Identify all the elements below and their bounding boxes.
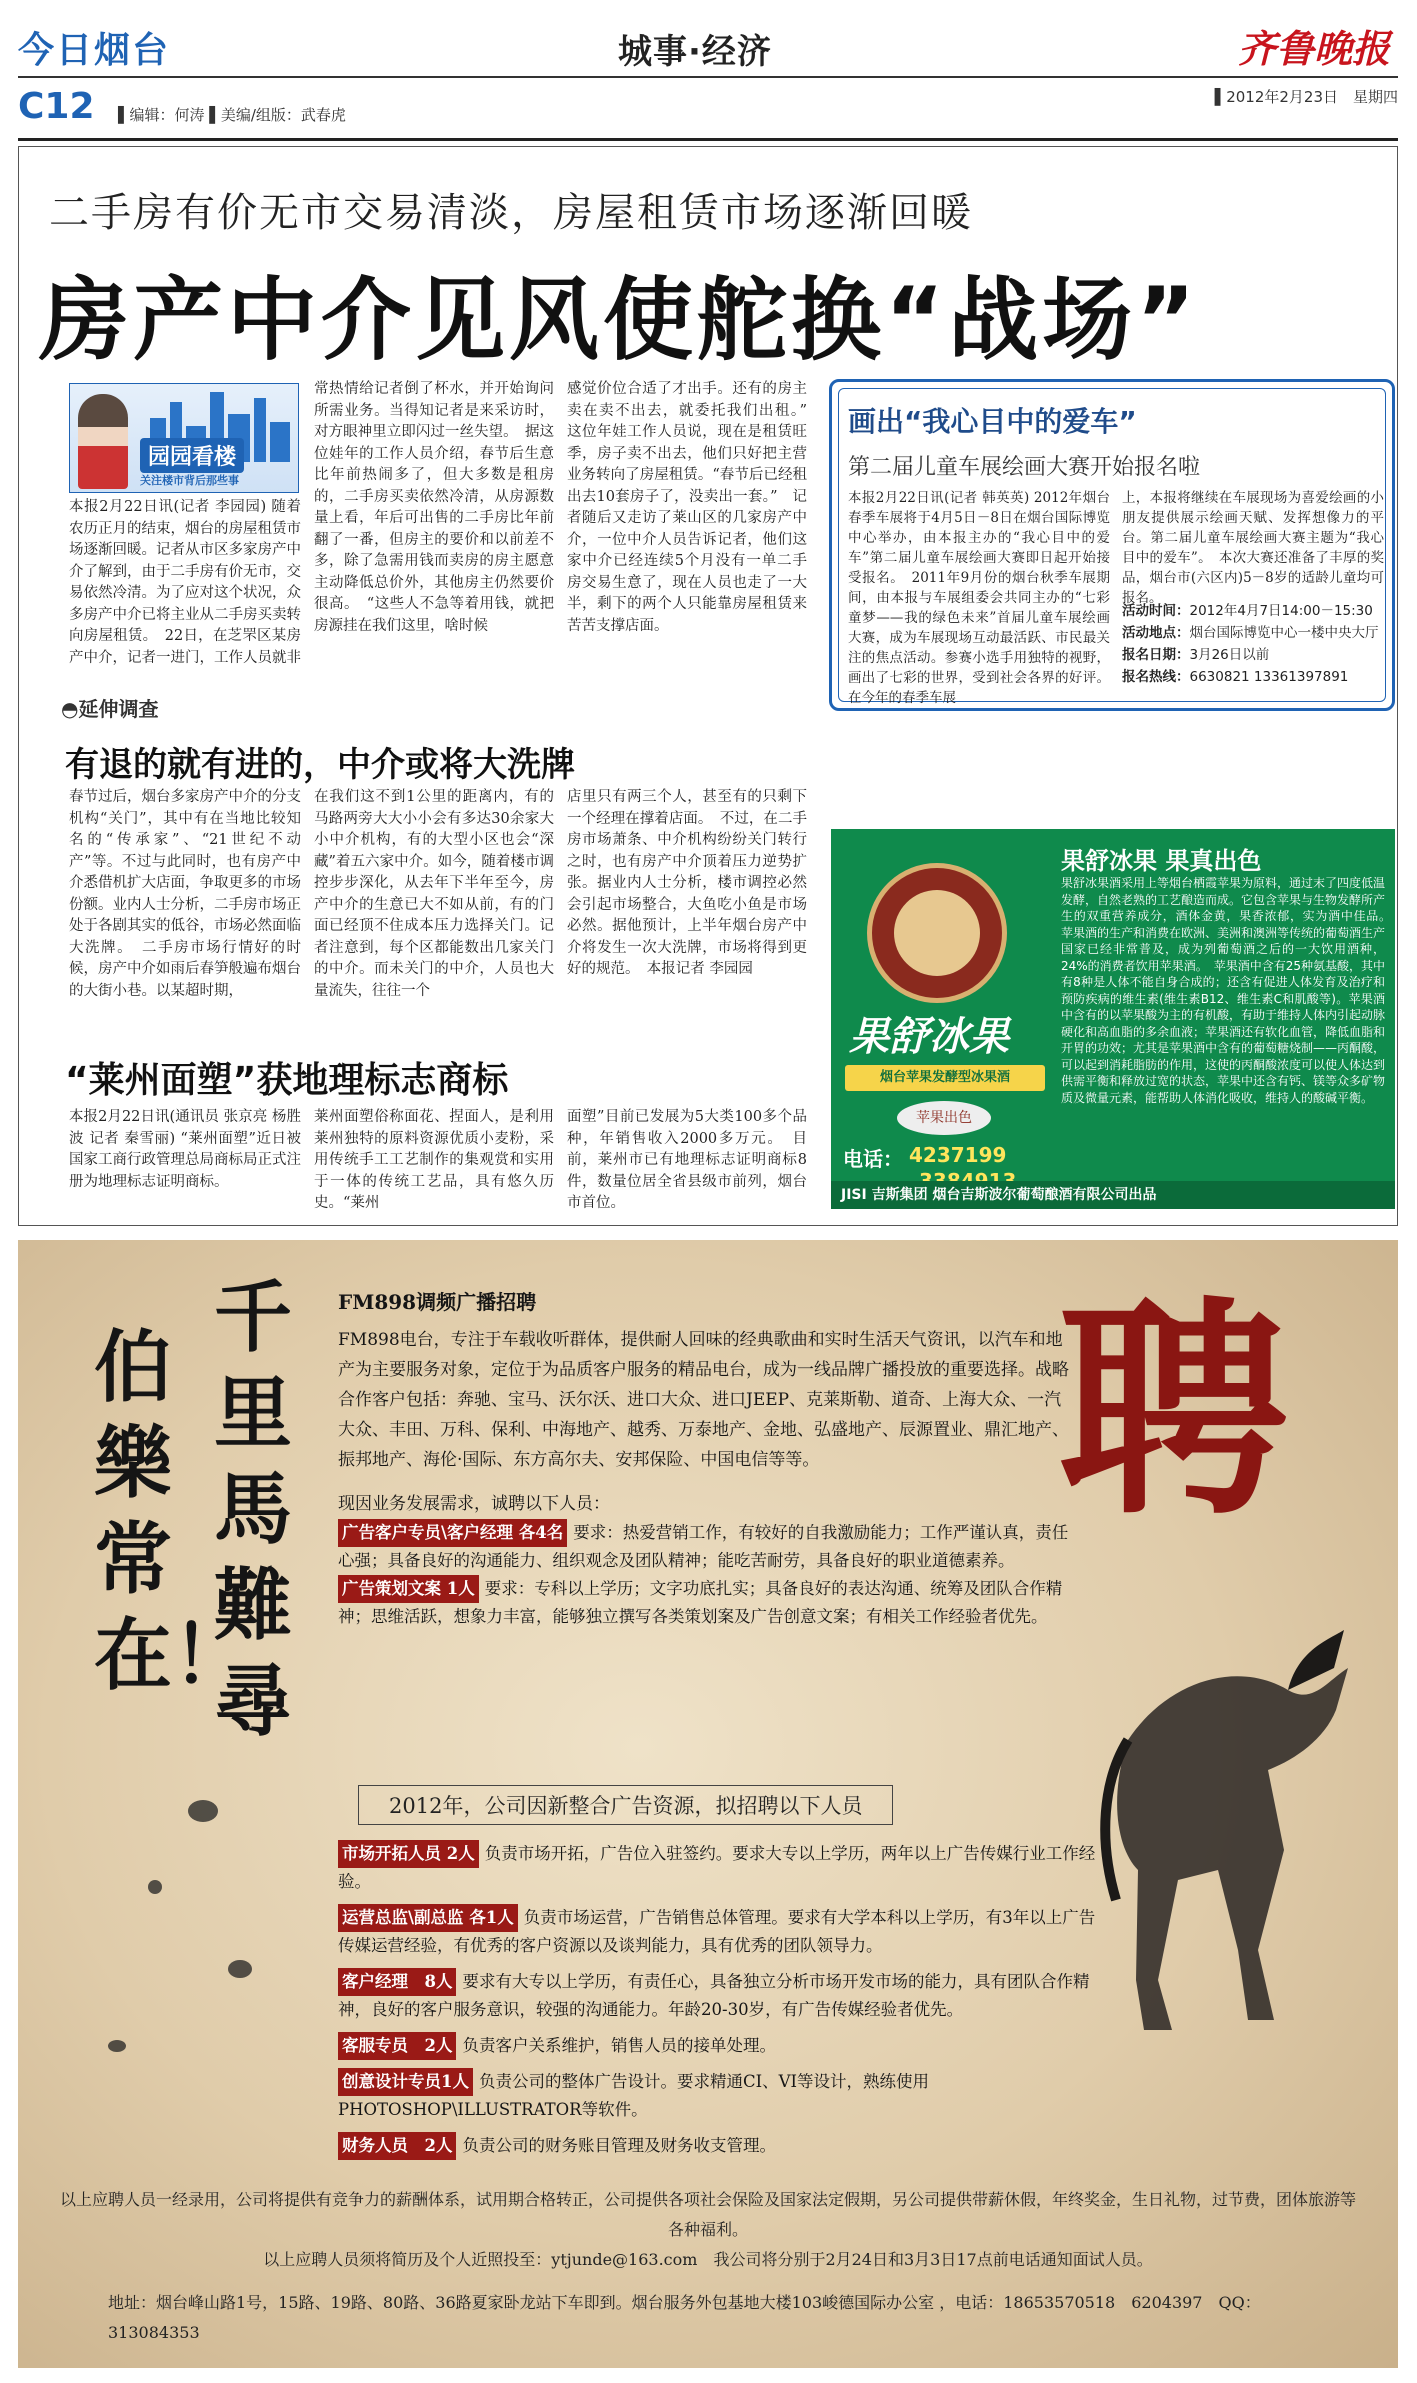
- article-headline-3: “莱州面塑”获地理标志商标: [65, 1060, 509, 1101]
- column-logo: [69, 383, 299, 493]
- wine-seal: 苹果出色: [897, 1101, 991, 1135]
- section-name: 今日烟台: [18, 30, 171, 71]
- article-3-column-3: 面塑”目前已发展为5大类100多个品种，年销售收入2000多万元。 目前，莱州市已有地理标志证明商标8件，数量位居全省县级市前列，烟台市首位。: [567, 1109, 807, 1211]
- column-logo-title: 园园看楼: [140, 438, 244, 473]
- position-requirements: 负责市场运营，广告销售总体管理。要求有大学本科以上学历，有3年以上广告传媒运营经验，有优秀的客户资源以及谈判能力，具有优秀的团队领导力。: [338, 1908, 1096, 1955]
- calligraphy-line-2: 伯樂常在！: [94, 1322, 251, 1701]
- position-item: [338, 1904, 1098, 1960]
- contest-details: [1122, 600, 1384, 688]
- position-requirements: 要求：热爱营销工作，有较好的自我激励能力；工作严谨认真，责任心强；具备良好的沟通能力、组织观念及团队精神；能吃苦耐劳，具备良好的职业道德素养。: [338, 1523, 1069, 1570]
- reporter-photo: [78, 394, 128, 489]
- article-2-column-2: 在我们这不到1公里的距离内，有的马路两旁大大小小会有多达30余家大小中介机构，有的大型小区也会“深藏”着五六家中介。如今，随着楼市调控步步深化，从去年下半年至今，房产中介的生意已大不如从前，有的门面已经顶不住成本压力选择关门。记者注意到，每个区都能数出几家关门的中介。而未关门的中介，人员也大量流失，往往一个: [314, 789, 554, 999]
- position-item: [338, 1519, 1078, 1575]
- wine-phone-1: 4237199: [909, 1143, 1007, 1167]
- contest-place: [1122, 622, 1384, 644]
- skyline-building: [270, 422, 290, 462]
- position-tag: 市场开拓人员 2人: [338, 1840, 479, 1868]
- column-name: 城事·经济: [618, 32, 772, 72]
- calligraphy-line-1: 千里馬難尋: [214, 1272, 293, 1747]
- article-3-column-1: 本报2月22日讯(通讯员 张京亮 杨胜波 记者 秦雪丽) “莱州面塑”近日被国家工商行政管理总局商标局正式注册为地理标志证明商标。: [69, 1109, 301, 1190]
- position-tag: 财务人员 2人: [338, 2132, 456, 2160]
- header-divider: [18, 76, 1398, 78]
- header-divider-thick: [18, 138, 1398, 141]
- contest-column-1: 本报2月22日讯(记者 韩英英) 2012年烟台春季车展将于4月5日－8日在烟台国际博览中心举办，由本报主办的“我心目中的爱车”第二届儿童车展绘画大赛即日起开始接受报名。 2011年9月份的烟台秋季车展期间，由本报与车展组委会共同主办的“七彩童梦——我的绿色未来”首届儿童车展绘画大赛，成为车展现场互动最活跃、市民最关注的焦点活动。参赛小选手用独特的视野，画出了七彩的世界，受到社会各界的好评。在今年的春季车展: [848, 490, 1110, 706]
- recruit-year-banner: 2012年，公司因新整合广告资源，拟招聘以下人员: [358, 1785, 893, 1825]
- recruit-benefits: [58, 2185, 1358, 2275]
- ink-splash: [188, 1800, 218, 1822]
- wine-ad-headline: 果舒冰果 果真出色: [1061, 847, 1262, 875]
- recruit-need: 现因业务发展需求，诚聘以下人员：: [338, 1494, 610, 1514]
- position-item: [338, 2032, 1098, 2060]
- position-tag: 客户经理 8人: [338, 1968, 456, 1996]
- wine-brand-name: 果舒冰果: [849, 1013, 1009, 1060]
- wine-ad-body: 果舒冰果酒采用上等烟台栖霞苹果为原料，通过末了四度低温发酵，自然老熟的工艺酿造而成。它包含苹果与生物发酵所产生的双重营养成分，酒体金黄，果香浓郁，实为酒中佳品。 苹果酒的生产和消费在欧洲、美洲和澳洲等传统的葡萄酒生产国家已经非常普及，成为列葡萄酒之后的一大饮用酒种，24%的消费者饮用苹果酒。 苹果酒中含有25种氨基酸，其中有8种是人体不能自身合成的；还含有促进人体发育及治疗和预防疾病的维生素(维生素B12、维生素C和肌酸等)。苹果酒中含有的以苹果酸为主的有机酸，有助于维持人体内引起动脉硬化和高血脂的多余血液；苹果酒还有软化血管，降低血脂和开胃的功效；尤其是苹果酒中含有的葡萄糖烧制——丙酮酸，可以起到消耗脂肪的作用，这使的丙酮酸浓度可以使人体达到供需平衡和释放过宽的状态，苹果中还含有钙、镁等众多矿物质及微量元素，能帮助人体消化吸收，维持人的酸碱平衡。: [1061, 876, 1398, 1105]
- contest-place-value: 烟台国际博览中心一楼中央大厅: [1189, 625, 1379, 641]
- horse-ink-painting: [1098, 1620, 1358, 2040]
- contest-column-2: 上，本报将继续在车展现场为喜爱绘画的小朋友提供展示绘画天赋、发挥想像力的平台。第二届儿童车展绘画大赛主题为“我心目中的爱车”。 本次大赛还准备了丰厚的奖品，烟台市(六区内)5－8岁的适龄儿童均可报名。: [1122, 490, 1384, 606]
- article-headline: 房产中介见风使舵换“战场”: [39, 268, 1200, 373]
- header-subline: [18, 80, 1398, 130]
- recruit-benefits-text: 以上应聘人员一经录用，公司将提供有竞争力的薪酬体系，试用期合格转正，公司提供各项社会保险及国家法定假期，另公司提供带薪休假，年终奖金，生日礼物，过节费，团体旅游等各种福利。: [59, 2190, 1356, 2239]
- article-headline-2: 有退的就有进的，中介或将大洗牌: [65, 745, 575, 785]
- position-requirements: 负责客户关系维护，销售人员的接单处理。: [462, 2036, 776, 2055]
- wine-phone-label: 电话：: [843, 1147, 903, 1171]
- contest-title: 画出“我心目中的爱车”: [848, 405, 1137, 438]
- contest-time-value: 2012年4月7日14:00－15:30: [1189, 603, 1373, 619]
- article-subhead: 二手房有价无市交易清淡，房屋租赁市场逐渐回暖: [49, 190, 973, 236]
- contest-deadline-label: 报名日期：: [1122, 647, 1190, 663]
- wine-advertisement: [831, 829, 1398, 1209]
- ink-splash: [148, 1880, 162, 1894]
- recruit-intro: FM898电台，专注于车载收听群体，提供耐人回味的经典歌曲和实时生活天气资讯，以汽车和地产为主要服务对象，定位于为品质客户服务的精品电台，成为一线品牌广播投放的重要选择。战略合作客户包括：奔驰、宝马、沃尔沃、进口大众、进口JEEP、克莱斯勒、道奇、上海大众、一汽大众、丰田、万科、保利、中海地产、越秀、万泰地产、金地、弘盛地产、辰源置业、鼎汇地产、振邦地产、海伦·国际、东方高尔夫、安邦保险、中国电信等等。: [338, 1330, 1069, 1470]
- position-tag: 广告客户专员\客户经理 各4名: [338, 1519, 567, 1547]
- position-tag: 创意设计专员1人: [338, 2068, 473, 2096]
- newspaper-logo: 齐鲁晚报: [1237, 26, 1390, 71]
- issue-date: ▌2012年2月23日 星期四: [1214, 88, 1398, 106]
- article-column-2: 常热情给记者倒了杯水，并开始询问所需业务。当得知记者是来采访时，对方眼神里立即闪过一丝失望。 据这位娃年的工作人员介绍，春节后生意比年前热闹多了，但大多数是租房的，二手房买卖依然冷清，从房源数量上看，年后可出售的二手房比年前翻了一番，但房主的要价和以前差不多，除了急需用钱而卖房的房主愿意主动降低总价外，其他房主仍然要价很高。 “这些人不急等着用钱，就把房源挂在我们这里，啥时候: [314, 381, 554, 634]
- position-requirements: 负责市场开拓，广告位入驻签约。要求大专以上学历，两年以上广告传媒行业工作经验。: [338, 1844, 1096, 1891]
- hiring-character: 聘: [1058, 1276, 1289, 1546]
- ink-splash: [228, 1960, 252, 1978]
- ink-splash: [108, 2040, 126, 2052]
- column-logo-tagline: 关注楼市背后那些事: [140, 474, 239, 487]
- article-column-3: 感觉价位合适了才出手。还有的房主卖在卖不出去，就委托我们出租。” 这位年娃工作人员说，现在是租赁旺季，房子卖不出去，他们只好把主营业务转向了房屋租赁。“春节后已经租出去10套房子了，没卖出一套。” 记者随后又走访了莱山区的几家房产中介，一位中介人员告诉记者，他们这家中介已经连续5个月没有一单二手房交易生意了，现在人员也走了一大半，剩下的两个人只能靠房屋租赁来苦苦支撑店面。: [567, 381, 822, 634]
- recruit-address: 地址：烟台峰山路1号，15路、19路、80路、36路夏家卧龙站下车即到。烟台服务外包基地大楼103峻德国际办公室 ，电话：18653570518 6204397 QQ：313084353: [108, 2293, 1261, 2342]
- contest-hotline: [1122, 666, 1384, 688]
- page-header: [18, 18, 1398, 76]
- recruit-main-text: [338, 1286, 1078, 1631]
- position-requirements: 要求有大专以上学历，有责任心，具备独立分析市场开发市场的能力，具有团队合作精神，良好的客户服务意识，较强的沟通能力。年龄20-30岁，有广告传媒经验者优先。: [338, 1972, 1090, 2019]
- position-requirements: 负责公司的财务账目管理及财务收支管理。: [462, 2136, 776, 2155]
- contest-time: [1122, 600, 1384, 622]
- article-column-1: 本报2月22日讯(记者 李园园) 随着农历正月的结束，烟台的房屋租赁市场逐渐回暖。记者从市区多家房产中介了解到，由于二手房有价无市，交易依然冷清。为了应对这个状况，众多房产中介已将主业从二手房买卖转向房屋租赁。 22日，在芝罘区某房产中介，记者一进门，工作人员就非: [69, 499, 301, 666]
- position-item: [338, 1968, 1098, 2024]
- article-3-column-2: 莱州面塑俗称面花、捏面人，是利用莱州独特的原料资源优质小麦粉，采用传统手工工艺制作的集观赏和实用于一体的传统工艺品，具有悠久历史。“莱州: [314, 1109, 554, 1211]
- position-tag: 广告策划文案 1人: [338, 1575, 479, 1603]
- contest-subtitle: 第二届儿童车展绘画大赛开始报名啦: [848, 455, 1201, 480]
- wine-product-tag: 烟台苹果发酵型冰果酒: [845, 1065, 1045, 1091]
- page-number: C12: [18, 86, 95, 127]
- position-requirements: 负责公司的整体广告设计。要求精通CI、VI等设计，熟练使用PHOTOSHOP\ILLUSTRATOR等软件。: [338, 2072, 930, 2119]
- article-2-column-3: 店里只有两三个人，甚至有的只剩下一个经理在撑着店面。 不过，在二手房市场萧条、中介机构纷纷关门转行之时，也有房产中介顶着压力逆势扩张。据业内人士分析，楼市调控必然会引起市场整合，大鱼吃小鱼是市场必然。据他预计，上半年烟台房产中介将发生一次大洗牌，市场将得到更好的规范。 本报记者 李园园: [567, 789, 807, 977]
- skyline-building: [254, 398, 266, 462]
- recruitment-advertisement: [18, 1240, 1398, 2368]
- position-item: [338, 2068, 1098, 2124]
- recruit-title: FM898调频广播招聘: [338, 1290, 537, 1314]
- contest-notice-box: [829, 379, 1395, 711]
- position-requirements: 要求：专科以上学历；文字功底扎实；具备良好的表达沟通、统筹及团队合作精神；思维活跃，想象力丰富，能够独立撰写各类策划案及广告创意文案；有相关工作经验者优先。: [338, 1579, 1063, 1626]
- position-tag: 客服专员 2人: [338, 2032, 456, 2060]
- article-2-column-1: 春节过后，烟台多家房产中介的分支机构“关门”，其中有在当地比较知名的“传承家”、“21世纪不动产”等。不过与此同时，也有房产中介悉借机扩大店面，争取更多的市场份额。业内人士分析，二手房市场正处于各剧其实的低谷，市场必然面临大洗牌。 二手房市场行情好的时候，房产中介如雨后春笋般遍布烟台的大街小巷。以某超时期，: [69, 789, 301, 999]
- contest-place-label: 活动地点：: [1122, 625, 1190, 641]
- wine-brand-emblem: [867, 863, 1007, 1003]
- position-list: [338, 1840, 1098, 2168]
- contest-hotline-label: 报名热线：: [1122, 669, 1190, 685]
- wine-ad-footer: JISI 吉斯集团 烟台吉斯波尔葡萄酿酒有限公司出品: [831, 1181, 1395, 1209]
- editor-credits: ▌编辑：何涛 ▌美编/组版：武春虎: [118, 106, 346, 124]
- contest-deadline: [1122, 644, 1384, 666]
- subsection-label: ◓延伸调查: [61, 697, 159, 721]
- recruit-apply-text: 以上应聘人员须将简历及个人近照投至：ytjunde@163.com 我公司将分别于2月24日和3月3日17点前电话通知面试人员。: [263, 2250, 1153, 2269]
- news-section: [18, 146, 1398, 1226]
- position-item: [338, 2132, 1098, 2160]
- contest-hotline-value: 6630821 13361397891: [1189, 669, 1349, 685]
- position-item: [338, 1575, 1078, 1631]
- position-tag: 运营总监\副总监 各1人: [338, 1904, 518, 1932]
- contest-deadline-value: 3月26日以前: [1189, 647, 1270, 663]
- position-item: [338, 1840, 1098, 1896]
- contest-time-label: 活动时间：: [1122, 603, 1190, 619]
- emblem-center: [894, 890, 980, 976]
